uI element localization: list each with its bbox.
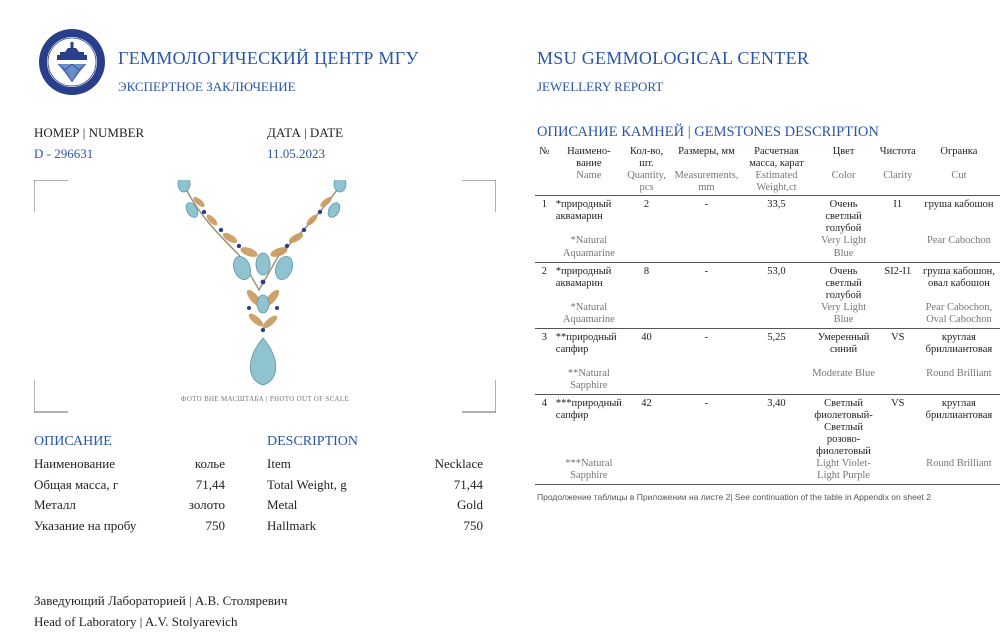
cell-size: - (704, 398, 709, 409)
table-row (535, 262, 1000, 302)
description-ru-heading: ОПИСАНИЕ (34, 434, 112, 449)
table-row (535, 328, 1000, 368)
row-value: 71,44 (195, 477, 225, 492)
cell-cut: Pear Cabochon (926, 235, 991, 247)
cell-name: *Natural Aquamarine (562, 301, 615, 325)
cell-size: - (704, 199, 709, 211)
column-header: № (539, 146, 550, 157)
cell-qty: 2 (643, 199, 650, 211)
header-subtitle-en: JEWELLERY REPORT (537, 79, 664, 94)
cell-color: Очень светлый голубой (825, 199, 862, 235)
gemstones-title: ОПИСАНИЕ КАМНЕЙ | GEMSTONES DESCRIPTION (537, 124, 879, 140)
column-header: Размеры, мм (678, 146, 735, 157)
cell-clarity: I1 (893, 199, 903, 211)
column-header (535, 170, 554, 196)
cell-cut: Round Brilliant (926, 458, 992, 470)
column-header: Name (576, 170, 602, 182)
cell-cut: круглая бриллиантовая (925, 331, 993, 355)
photo-caption: ФОТО ВНЕ МАСШТАБА | PHOTO OUT OF SCALE (180, 395, 350, 403)
date-value: 11.05.2023 (267, 146, 326, 161)
cell-cut: круглая бриллиантовая (925, 398, 993, 422)
cell-size: - (704, 265, 709, 277)
cell-color: Очень светлый голубой (825, 265, 862, 301)
cell-cut: груша кабошон, овал кабошон (923, 265, 995, 289)
cell-clarity: VS (891, 331, 905, 343)
number-label: НОМЕР | NUMBER (34, 125, 145, 140)
description-en-heading: DESCRIPTION (267, 434, 359, 449)
cell-no: 3 (541, 331, 548, 343)
cell-name: *природный аквамарин (555, 265, 612, 289)
column-header: Cut (951, 170, 967, 182)
signature-en: Head of Laboratory | A.V. Stolyarevich (34, 614, 238, 629)
column-header: Measurements, mm (674, 170, 739, 194)
column-header: Цвет (832, 146, 855, 157)
cell-color: Very Light Blue (820, 235, 867, 259)
header-subtitle-ru: ЭКСПЕРТНОЕ ЗАКЛЮЧЕНИЕ (118, 79, 296, 94)
cell-cut: груша кабошон (924, 199, 994, 211)
row-label: Item (267, 456, 291, 471)
table-row (535, 395, 1000, 459)
row-label: Metal (267, 497, 298, 512)
column-header: Огранка (940, 146, 978, 157)
row-value: 71,44 (453, 477, 483, 492)
cell-qty: 40 (641, 331, 652, 343)
table-row (535, 458, 1000, 485)
column-header: Quantity, pcs (627, 170, 666, 194)
signature-ru: Заведующий Лабораторией | А.В. Столяревич (34, 593, 288, 608)
cell-qty: 42 (641, 398, 652, 409)
cell-weight: 53,0 (767, 265, 786, 277)
header-title-en: MSU GEMMOLOGICAL CENTER (537, 48, 810, 68)
cell-name: ***природный сапфир (555, 398, 622, 422)
row-label: Total Weight, g (267, 477, 347, 492)
cell-color: Светлый фиолетовый-Светлый розово-фиолетовый (814, 398, 873, 458)
row-label: Общая масса, г (34, 477, 119, 492)
cell-clarity: SI2-I1 (884, 265, 912, 277)
cell-no: 2 (541, 265, 548, 277)
row-value: 750 (205, 518, 225, 533)
cell-name: *природный аквамарин (555, 199, 612, 223)
cell-color: Умеренный синий (817, 331, 870, 355)
table-header-en (535, 170, 1000, 196)
cell-no: 4 (541, 398, 548, 409)
table-row (535, 235, 1000, 262)
row-value: Necklace (434, 456, 483, 471)
header-title-ru: ГЕММОЛОГИЧЕСКИЙ ЦЕНТР МГУ (118, 48, 419, 68)
table-row (535, 368, 1000, 395)
column-header: Estimated Weight,ct (755, 170, 798, 194)
cell-color: Moderate Blue (812, 367, 875, 379)
cell-clarity: VS (891, 398, 905, 409)
jewellery-photo (34, 180, 496, 414)
cell-size: - (704, 331, 709, 343)
row-value: Gold (457, 497, 483, 512)
column-header: Чистота (879, 146, 916, 157)
table-row (535, 196, 1000, 236)
msu-emblem-icon (38, 28, 106, 96)
column-header: Clarity (883, 170, 913, 182)
row-label: Указание на пробу (34, 518, 137, 533)
cell-no: 1 (541, 199, 548, 211)
cell-name: **Natural Sapphire (567, 367, 610, 391)
cell-color: Very Light Blue (820, 301, 867, 325)
cell-name: **природный сапфир (555, 331, 617, 355)
number-value: D - 296631 (34, 146, 94, 161)
column-header: Color (831, 170, 856, 182)
column-header: Кол-во, шт. (630, 146, 664, 170)
row-value: 750 (463, 518, 483, 533)
cell-cut: Round Brilliant (926, 367, 992, 379)
row-value: золото (188, 497, 225, 512)
cell-weight: 33,5 (767, 199, 786, 211)
cell-cut: Pear Cabochon, Oval Cabochon (925, 301, 993, 325)
cell-name: *Natural Aquamarine (562, 235, 615, 259)
date-label: ДАТА | DATE (267, 125, 344, 140)
row-label: Наименование (34, 456, 115, 471)
row-label: Hallmark (267, 518, 317, 533)
cell-name: ***Natural Sapphire (565, 458, 613, 482)
table-continuation-note: Продолжение таблицы в Приложении на листе 2| See continuation of the table in Appendix on sheet 2 (537, 492, 932, 502)
cell-weight: 3,40 (767, 398, 786, 409)
row-value: колье (194, 456, 225, 471)
table-row (535, 302, 1000, 329)
gemstones-table (535, 146, 1000, 485)
cell-qty: 8 (643, 265, 650, 277)
column-header: Наимено-вание (567, 146, 611, 170)
row-label: Металл (34, 497, 76, 512)
table-header-ru (535, 146, 1000, 170)
column-header: Расчетная масса, карат (749, 146, 804, 170)
cell-weight: 5,25 (767, 331, 786, 343)
cell-color: Light Violet-Light Purple (816, 458, 871, 482)
